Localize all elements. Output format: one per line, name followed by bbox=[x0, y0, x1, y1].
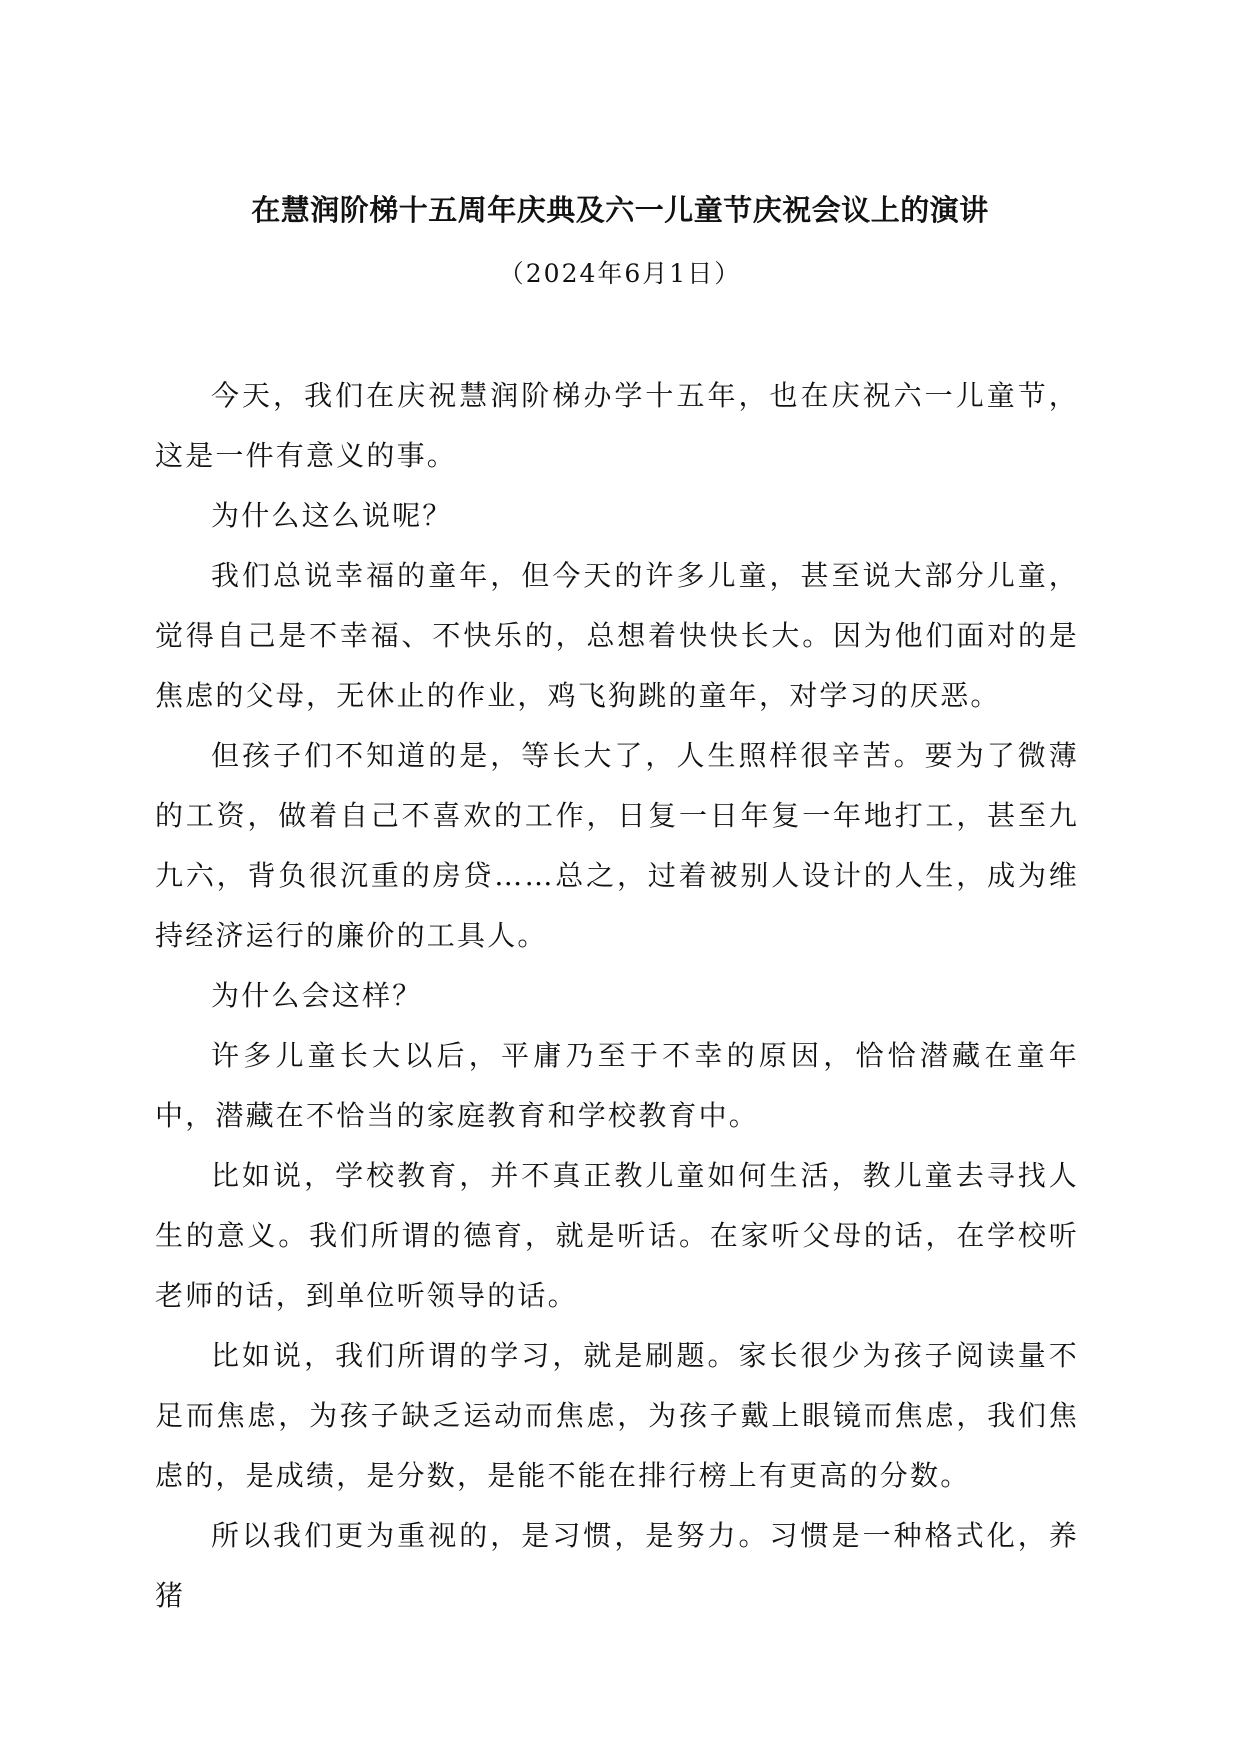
paragraph: 所以我们更为重视的，是习惯，是努力。习惯是一种格式化，养猪 bbox=[155, 1519, 1079, 1612]
paragraph: 但孩子们不知道的是，等长大了，人生照样很辛苦。要为了微薄的工资，做着自己不喜欢的工作，日复一日年复一年地打工，甚至九九六，背负很沉重的房贷……总之，过着被别人设计的人生，成为维持经济运行的廉价的工具人。 bbox=[155, 739, 1079, 952]
paragraph: 为什么会这样？ bbox=[211, 979, 423, 1012]
paragraph: 许多儿童长大以后，平庸乃至于不幸的原因，恰恰潜藏在童年中，潜藏在不恰当的家庭教育和学校教育中。 bbox=[155, 1039, 1079, 1132]
document-date: （2024年6月1日） bbox=[498, 259, 742, 288]
paragraph: 我们总说幸福的童年，但今天的许多儿童，甚至说大部分儿童，觉得自己是不幸福、不快乐的，总想着快快长大。因为他们面对的是焦虑的父母，无休止的作业，鸡飞狗跳的童年，对学习的厌恶。 bbox=[155, 559, 1079, 712]
document-body bbox=[155, 366, 1079, 1626]
paragraph: 比如说，我们所谓的学习，就是刷题。家长很少为孩子阅读量不足而焦虑，为孩子缺乏运动而焦虑，为孩子戴上眼镜而焦虑，我们焦虑的，是成绩，是分数，是能不能在排行榜上有更高的分数。 bbox=[155, 1339, 1079, 1492]
document-title: 在慧润阶梯十五周年庆典及六一儿童节庆祝会议上的演讲 bbox=[251, 193, 989, 227]
paragraph: 为什么这么说呢？ bbox=[211, 499, 453, 532]
paragraph: 今天，我们在庆祝慧润阶梯办学十五年，也在庆祝六一儿童节，这是一件有意义的事。 bbox=[155, 379, 1079, 472]
paragraph: 比如说，学校教育，并不真正教儿童如何生活，教儿童去寻找人生的意义。我们所谓的德育，就是听话。在家听父母的话，在学校听老师的话，到单位听领导的话。 bbox=[155, 1159, 1079, 1312]
